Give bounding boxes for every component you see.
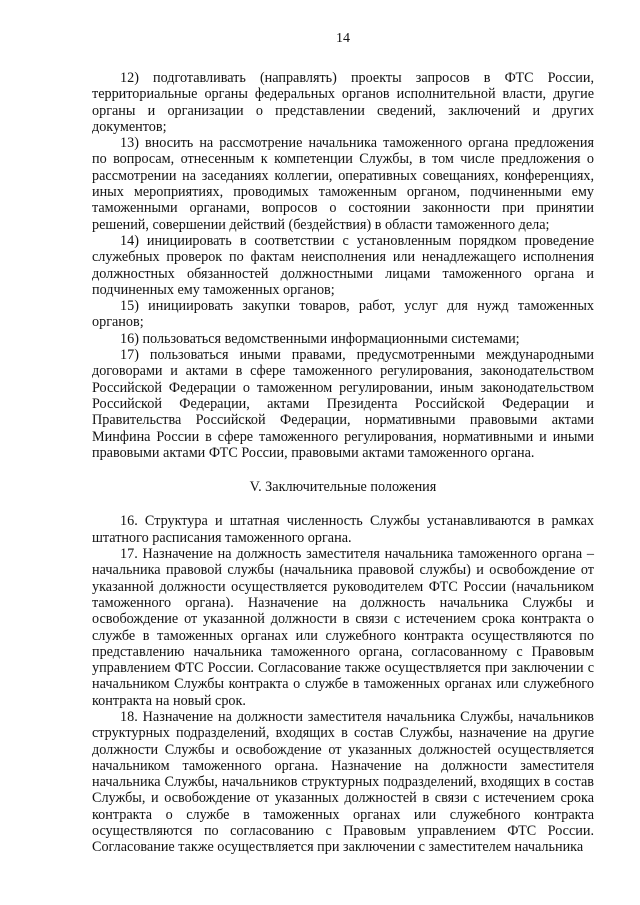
paragraph-item-12: 12) подготавливать (направлять) проекты запросов в ФТС России, территориальные органы федеральных органов исполнительной власти, другие органы и организации о представлении сведений, заключений и других документов; (92, 70, 594, 135)
section-heading: V. Заключительные положения (249, 479, 437, 496)
paragraph-clause-17: 17. Назначение на должность заместителя начальника таможенного органа – начальника правовой службы (начальника правовой службы) и освобождение от указанной должности осуществляется руководителем ФТС России (начальником таможенного органа). Назначение на должность начальника Службы и освобождение от указанной должности в связи с истечением срока контракта о службе в таможенных органах или служебного контракта осуществляются по представлению начальника таможенного органа, согласованному с Правовым управлением ФТС России. Согласование также осуществляется при заключении с начальником Службы контракта о службе в таможенных органах или служебного контракта на новый срок. (92, 546, 594, 709)
paragraph-item-15: 15) инициировать закупки товаров, работ, услуг для нужд таможенных органов; (92, 298, 594, 331)
paragraph-clause-18: 18. Назначение на должности заместителя начальника Службы, начальников структурных подразделений, входящих в состав Службы, назначение на другие должности Службы и освобождение от указанных должностей осуществляется начальником таможенного органа. Назначение на должности заместителя начальника Службы, начальников структурных подразделений, входящих в состав Службы, и освобождение от указанных должностей в связи с истечением срока контракта о службе в таможенных органах или служебного контракта осуществляются по согласованию с Правовым управлением ФТС России. Согласование также осуществляется при заключении с заместителем начальника (92, 708, 594, 856)
paragraph-clause-16: 16. Структура и штатная численность Службы устанавливаются в рамках штатного расписания таможенного органа. (92, 513, 594, 546)
page-number: 14 (336, 31, 350, 46)
paragraph-item-17: 17) пользоваться иными правами, предусмотренными международными договорами и актами в сфере таможенного регулирования, законодательством Российской Федерации о таможенном регулировании, иным законодательством Российской Федерации, актами Президента Российской Федерации и Правительства Российской Федерации, нормативными правовыми актами Минфина России в сфере таможенного регулирования, нормативными и иными правовыми актами ФТС России, правовыми актами таможенного органа. (92, 347, 594, 461)
paragraph-item-14: 14) инициировать в соответствии с установленным порядком проведение служебных проверок по фактам неисполнения или ненадлежащего исполнения должностных обязанностей должностными лицами таможенного органа и подчиненных ему таможенных органов; (92, 232, 594, 298)
section-4-list (92, 70, 594, 461)
paragraph-item-13: 13) вносить на рассмотрение начальника таможенного органа предложения по вопросам, отнесенным к компетенции Службы, в том числе предложения о рассмотрении на заседаниях коллегии, оперативных совещаниях, конференциях, иных мероприятиях, проводимых таможенным органом, подчиненными ему таможенными органами, вопросов о состоянии законности при принятии решений, совершении действий (бездействия) в области таможенного дела; (92, 135, 594, 233)
paragraph-item-16: 16) пользоваться ведомственными информационными системами; (120, 330, 520, 347)
section-5-list (92, 513, 594, 855)
